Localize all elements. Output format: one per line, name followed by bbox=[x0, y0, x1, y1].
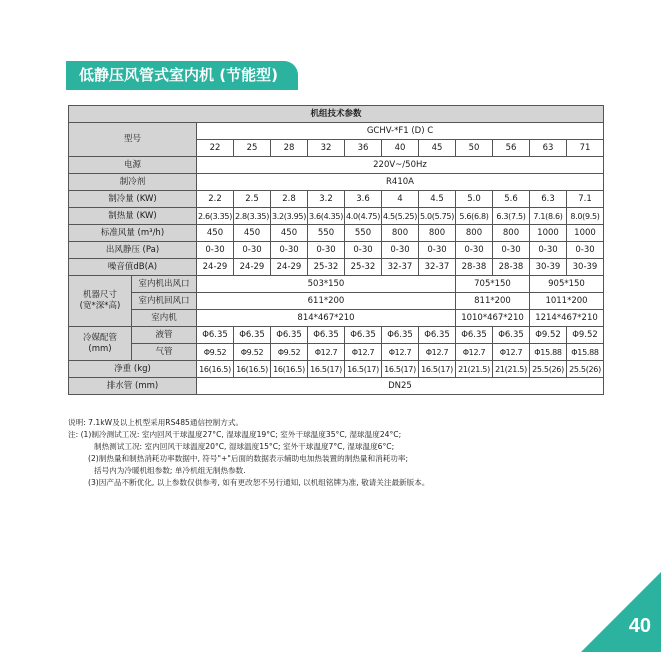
row-label: 制热量 (KW) bbox=[69, 208, 197, 225]
value-cell: 30-39 bbox=[530, 259, 567, 276]
value-cell: 0-30 bbox=[530, 242, 567, 259]
table-row bbox=[69, 157, 604, 174]
value-cell: Φ6.35 bbox=[419, 327, 456, 344]
value-cell: Φ6.35 bbox=[308, 327, 345, 344]
value-cell: 5.6(6.8) bbox=[456, 208, 493, 225]
note-line: 说明: 7.1kW及以上机型采用RS485通信控制方式。 bbox=[68, 418, 244, 427]
row-label: 型号 bbox=[69, 123, 197, 157]
row-label: 制冷剂 bbox=[69, 174, 197, 191]
value-cell: 6.3(7.5) bbox=[493, 208, 530, 225]
value-cell: 1000 bbox=[530, 225, 567, 242]
value-cell: 16.5(17) bbox=[419, 361, 456, 378]
value-cell: 2.5 bbox=[234, 191, 271, 208]
value-cell: 3.6(4.35) bbox=[308, 208, 345, 225]
value-cell: Φ9.52 bbox=[197, 344, 234, 361]
value-cell: 503*150 bbox=[197, 276, 456, 293]
value-cell: 16.5(17) bbox=[345, 361, 382, 378]
value-cell: 705*150 bbox=[456, 276, 530, 293]
note-line: (2)制热量和制热消耗功率数据中, 符号"+"后面的数据表示辅助电加热装置的制热量和消耗功率; bbox=[88, 454, 409, 463]
model-number: 32 bbox=[308, 140, 345, 157]
value-cell: 450 bbox=[197, 225, 234, 242]
sub-label: 室内机回风口 bbox=[132, 293, 197, 310]
value-cell: 0-30 bbox=[271, 242, 308, 259]
value-cell: 811*200 bbox=[456, 293, 530, 310]
header-row bbox=[69, 106, 604, 123]
value-cell: 2.2 bbox=[197, 191, 234, 208]
row-label: 电源 bbox=[69, 157, 197, 174]
value-cell: 16.5(17) bbox=[382, 361, 419, 378]
row-label: 噪音值dB(A) bbox=[69, 259, 197, 276]
table-row bbox=[69, 174, 604, 191]
value-cell: 4 bbox=[382, 191, 419, 208]
value-cell: 28-38 bbox=[493, 259, 530, 276]
table-row bbox=[69, 344, 604, 361]
table-row bbox=[69, 310, 604, 327]
value-cell: 7.1(8.6) bbox=[530, 208, 567, 225]
note-line: (3)因产品不断优化, 以上参数仅供参考, 如有更改恕不另行通知, 以机组铭牌为准, 敬请关注最新版本。 bbox=[88, 478, 430, 487]
model-number: 36 bbox=[345, 140, 382, 157]
value-cell: 905*150 bbox=[530, 276, 604, 293]
value-cell: 4.0(4.75) bbox=[345, 208, 382, 225]
value-cell: 0-30 bbox=[567, 242, 604, 259]
model-number: 56 bbox=[493, 140, 530, 157]
value-cell: 0-30 bbox=[382, 242, 419, 259]
value-cell: Φ12.7 bbox=[456, 344, 493, 361]
value-cell: R410A bbox=[197, 174, 604, 191]
value-cell: 32-37 bbox=[419, 259, 456, 276]
value-cell: Φ6.35 bbox=[382, 327, 419, 344]
value-cell: 550 bbox=[345, 225, 382, 242]
page-title: 低静压风管式室内机 (节能型) bbox=[66, 61, 298, 90]
value-cell: 6.3 bbox=[530, 191, 567, 208]
value-cell: Φ6.35 bbox=[345, 327, 382, 344]
value-cell: 0-30 bbox=[345, 242, 382, 259]
value-cell: Φ9.52 bbox=[271, 344, 308, 361]
sub-label: 液管 bbox=[132, 327, 197, 344]
value-cell: 1214*467*210 bbox=[530, 310, 604, 327]
table-row bbox=[69, 276, 604, 293]
value-cell: Φ9.52 bbox=[567, 327, 604, 344]
page-number: 40 bbox=[628, 615, 651, 637]
notes bbox=[68, 417, 628, 489]
value-cell: 24-29 bbox=[234, 259, 271, 276]
value-cell: Φ6.35 bbox=[234, 327, 271, 344]
value-cell: 800 bbox=[493, 225, 530, 242]
table-row bbox=[69, 208, 604, 225]
table-row bbox=[69, 242, 604, 259]
page-corner bbox=[581, 572, 661, 652]
table-header: 机组技术参数 bbox=[69, 106, 604, 123]
table-row bbox=[69, 259, 604, 276]
model-number: 50 bbox=[456, 140, 493, 157]
value-cell: Φ12.7 bbox=[419, 344, 456, 361]
value-cell: 16.5(17) bbox=[308, 361, 345, 378]
table-row bbox=[69, 378, 604, 395]
value-cell: Φ6.35 bbox=[197, 327, 234, 344]
value-cell: 0-30 bbox=[419, 242, 456, 259]
value-cell: 24-29 bbox=[197, 259, 234, 276]
value-cell: 2.8(3.35) bbox=[234, 208, 271, 225]
value-cell: 1010*467*210 bbox=[456, 310, 530, 327]
value-cell: 4.5 bbox=[419, 191, 456, 208]
value-cell: 16(16.5) bbox=[234, 361, 271, 378]
value-cell: 1011*200 bbox=[530, 293, 604, 310]
note-line: 制热测试工况: 室内回风干球温度20°C, 湿球温度15°C; 室外干球温度7°C, 湿球温度6°C; bbox=[94, 442, 395, 451]
value-cell: 21(21.5) bbox=[456, 361, 493, 378]
model-row bbox=[69, 123, 604, 140]
value-cell: 2.8 bbox=[271, 191, 308, 208]
model-number: 45 bbox=[419, 140, 456, 157]
model-series: GCHV-*F1 (D) C bbox=[197, 123, 604, 140]
value-cell: 25-32 bbox=[345, 259, 382, 276]
note-line: 括号内为冷暖机组参数; 单冷机组无制热参数. bbox=[94, 466, 246, 475]
sub-label: 室内机 bbox=[132, 310, 197, 327]
value-cell: 5.6 bbox=[493, 191, 530, 208]
value-cell: 16(16.5) bbox=[271, 361, 308, 378]
value-cell: 3.2 bbox=[308, 191, 345, 208]
value-cell: Φ9.52 bbox=[234, 344, 271, 361]
value-cell: 4.5(5.25) bbox=[382, 208, 419, 225]
value-cell: 0-30 bbox=[197, 242, 234, 259]
value-cell: 16(16.5) bbox=[197, 361, 234, 378]
table-row bbox=[69, 293, 604, 310]
value-cell: DN25 bbox=[197, 378, 604, 395]
value-cell: Φ12.7 bbox=[493, 344, 530, 361]
value-cell: 0-30 bbox=[493, 242, 530, 259]
value-cell: 800 bbox=[456, 225, 493, 242]
value-cell: 3.6 bbox=[345, 191, 382, 208]
table-row bbox=[69, 361, 604, 378]
model-number: 25 bbox=[234, 140, 271, 157]
value-cell: 28-38 bbox=[456, 259, 493, 276]
value-cell: Φ12.7 bbox=[382, 344, 419, 361]
value-cell: 24-29 bbox=[271, 259, 308, 276]
value-cell: Φ6.35 bbox=[493, 327, 530, 344]
value-cell: 450 bbox=[271, 225, 308, 242]
value-cell: 21(21.5) bbox=[493, 361, 530, 378]
table-row bbox=[69, 191, 604, 208]
row-label: 净重 (kg) bbox=[69, 361, 197, 378]
note-line: 注: (1)制冷测试工况: 室内回风干球温度27°C, 湿球温度19°C; 室外干球温度35°C, 湿球温度24°C; bbox=[68, 430, 402, 439]
row-label: 排水管 (mm) bbox=[69, 378, 197, 395]
value-cell: 800 bbox=[419, 225, 456, 242]
row-label: 出风静压 (Pa) bbox=[69, 242, 197, 259]
value-cell: Φ15.88 bbox=[567, 344, 604, 361]
value-cell: 25.5(26) bbox=[567, 361, 604, 378]
row-label: 制冷量 (KW) bbox=[69, 191, 197, 208]
value-cell: 5.0 bbox=[456, 191, 493, 208]
value-cell: Φ6.35 bbox=[271, 327, 308, 344]
model-number: 40 bbox=[382, 140, 419, 157]
value-cell: 3.2(3.95) bbox=[271, 208, 308, 225]
value-cell: Φ15.88 bbox=[530, 344, 567, 361]
value-cell: 611*200 bbox=[197, 293, 456, 310]
value-cell: 8.0(9.5) bbox=[567, 208, 604, 225]
value-cell: 5.0(5.75) bbox=[419, 208, 456, 225]
model-number: 22 bbox=[197, 140, 234, 157]
value-cell: 814*467*210 bbox=[197, 310, 456, 327]
value-cell: 25-32 bbox=[308, 259, 345, 276]
row-label: 机器尺寸 (宽*深*高) bbox=[69, 276, 132, 327]
value-cell: 450 bbox=[234, 225, 271, 242]
value-cell: 7.1 bbox=[567, 191, 604, 208]
value-cell: Φ12.7 bbox=[345, 344, 382, 361]
table-row bbox=[69, 327, 604, 344]
model-number: 63 bbox=[530, 140, 567, 157]
value-cell: 1000 bbox=[567, 225, 604, 242]
value-cell: 0-30 bbox=[456, 242, 493, 259]
corner-triangle bbox=[581, 572, 661, 652]
value-cell: 800 bbox=[382, 225, 419, 242]
model-number: 28 bbox=[271, 140, 308, 157]
value-cell: 0-30 bbox=[234, 242, 271, 259]
spec-table bbox=[68, 105, 604, 395]
value-cell: 550 bbox=[308, 225, 345, 242]
model-number: 71 bbox=[567, 140, 604, 157]
value-cell: Φ6.35 bbox=[456, 327, 493, 344]
table-row bbox=[69, 225, 604, 242]
value-cell: Φ12.7 bbox=[308, 344, 345, 361]
row-label: 冷媒配管 (mm) bbox=[69, 327, 132, 361]
row-label: 标准风量 (m³/h) bbox=[69, 225, 197, 242]
value-cell: 30-39 bbox=[567, 259, 604, 276]
sub-label: 气管 bbox=[132, 344, 197, 361]
value-cell: 25.5(26) bbox=[530, 361, 567, 378]
value-cell: 0-30 bbox=[308, 242, 345, 259]
value-cell: 220V~/50Hz bbox=[197, 157, 604, 174]
value-cell: 2.6(3.35) bbox=[197, 208, 234, 225]
sub-label: 室内机出风口 bbox=[132, 276, 197, 293]
value-cell: 32-37 bbox=[382, 259, 419, 276]
value-cell: Φ9.52 bbox=[530, 327, 567, 344]
